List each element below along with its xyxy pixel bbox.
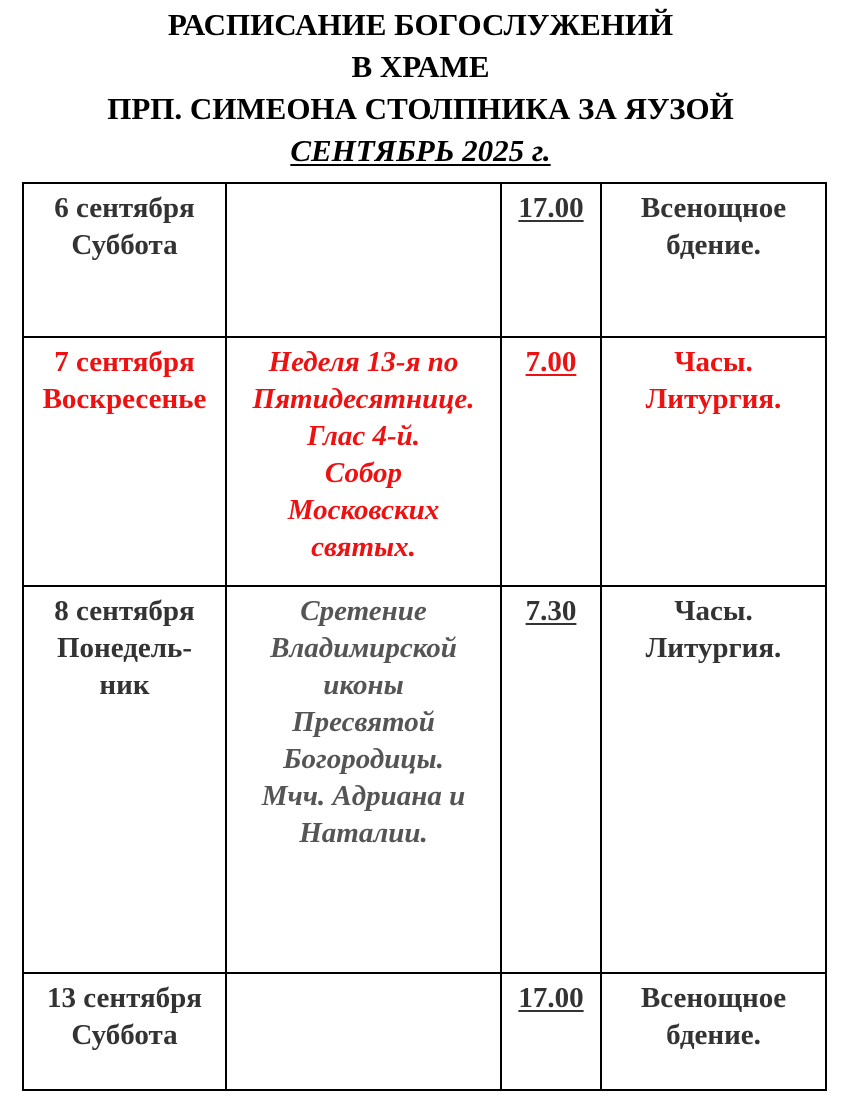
header-subtitle: В ХРАМЕ (351, 49, 490, 84)
table-row (23, 973, 826, 1090)
feast-line: Собор (324, 457, 403, 489)
schedule-header (0, 4, 841, 172)
service-line: Часы. (674, 595, 753, 627)
date-cell (23, 337, 226, 586)
service-line: бдение. (666, 1019, 761, 1051)
service-cell (601, 337, 826, 586)
service-cell (601, 973, 826, 1090)
time-cell (501, 973, 601, 1090)
feast-line: Глас 4-й. (306, 420, 420, 452)
feast-line: святых. (311, 531, 416, 563)
service-line: Всенощное (640, 982, 787, 1014)
service-time: 7.30 (525, 595, 577, 627)
weekday-label: ник (99, 669, 150, 701)
feast-cell (226, 973, 501, 1090)
schedule-table (22, 182, 827, 1091)
table-row (23, 586, 826, 973)
feast-line: Сретение (300, 595, 427, 627)
service-line: Литургия. (645, 632, 782, 664)
date-cell (23, 973, 226, 1090)
service-time: 17.00 (518, 192, 584, 224)
feast-line: Московских (287, 494, 440, 526)
feast-line: Наталии. (299, 817, 428, 849)
service-line: Всенощное (640, 192, 787, 224)
service-line: Часы. (674, 346, 753, 378)
feast-line: Неделя 13-я по (268, 346, 459, 378)
weekday-label: Воскресенье (42, 383, 207, 415)
date-label: 13 сентября (47, 982, 202, 1014)
weekday-label: Суббота (71, 1019, 178, 1051)
table-row (23, 183, 826, 337)
time-cell (501, 183, 601, 337)
feast-line: Пресвятой (292, 706, 435, 738)
feast-line: Богородицы. (283, 743, 444, 775)
time-cell (501, 337, 601, 586)
service-cell (601, 586, 826, 973)
feast-line: Владимирской (270, 632, 457, 664)
feast-cell (226, 586, 501, 973)
service-line: Литургия. (645, 383, 782, 415)
time-cell (501, 586, 601, 973)
feast-cell (226, 183, 501, 337)
service-line: бдение. (666, 229, 761, 261)
date-label: 6 сентября (54, 192, 195, 224)
feast-line: Мчч. Адриана и (261, 780, 466, 812)
table-row (23, 337, 826, 586)
date-label: 7 сентября (54, 346, 195, 378)
date-label: 8 сентября (54, 595, 195, 627)
feast-line: Пятидесятнице. (252, 383, 475, 415)
header-title: РАСПИСАНИЕ БОГОСЛУЖЕНИЙ (167, 7, 674, 42)
service-time: 7.00 (525, 346, 577, 378)
feast-line: иконы (323, 669, 404, 701)
feast-cell (226, 337, 501, 586)
service-time: 17.00 (518, 982, 584, 1014)
date-cell (23, 183, 226, 337)
header-church-name: ПРП. СИМЕОНА СТОЛПНИКА ЗА ЯУЗОЙ (107, 91, 734, 126)
date-cell (23, 586, 226, 973)
header-month: СЕНТЯБРЬ 2025 г. (290, 133, 551, 168)
weekday-label: Понедель- (56, 632, 193, 664)
service-cell (601, 183, 826, 337)
weekday-label: Суббота (71, 229, 178, 261)
